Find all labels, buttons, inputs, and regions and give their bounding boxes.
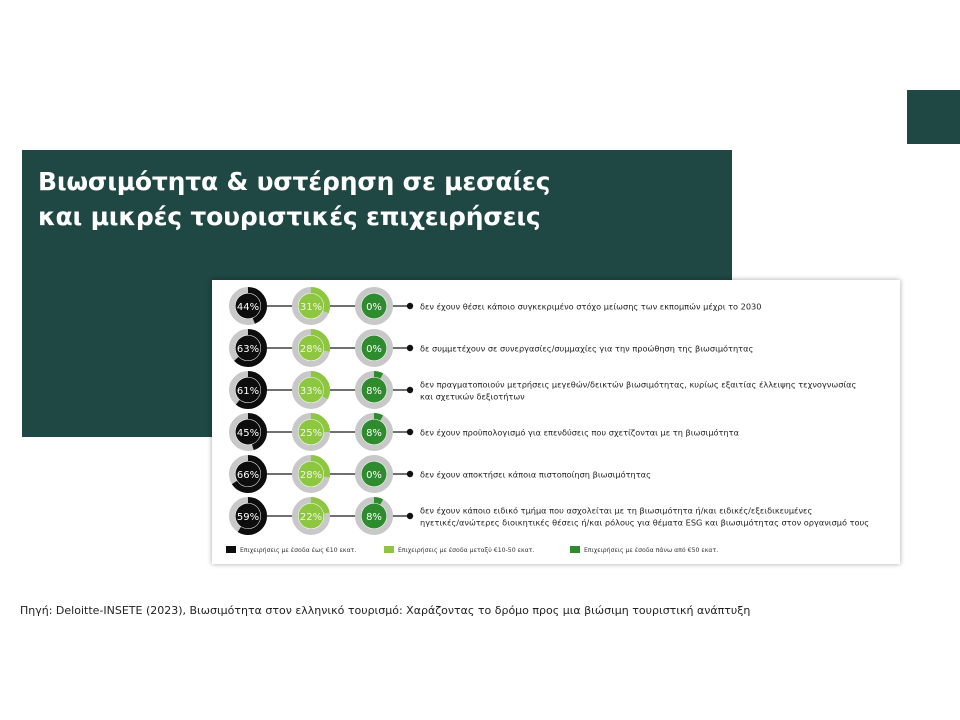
- legend-swatch: [570, 546, 580, 553]
- row-marker-dot: [407, 303, 413, 309]
- donut-data-label: 0%: [366, 344, 382, 355]
- title-line-1: Βιωσιμότητα & υστέρηση σε μεσαίες: [38, 167, 551, 196]
- row-marker-dot: [407, 471, 413, 477]
- corner-accent-block: [907, 90, 960, 144]
- donut-data-label: 8%: [366, 512, 382, 523]
- donut-data-label: 33%: [299, 386, 323, 397]
- donut-data-label: 28%: [299, 344, 323, 355]
- legend-entry: Επιχειρήσεις με έσοδα μεταξύ €10-50 εκατ.: [398, 547, 535, 554]
- source-note: Πηγή: Deloitte-INSETE (2023), Βιωσιμότητα στον ελληνικό τουρισμό: Χαράζοντας το δρόμο προς μια βιώσιμη τουριστική ανάπτυξη: [20, 604, 751, 617]
- donut-data-label: 61%: [236, 386, 260, 397]
- donut-matrix-chart: [212, 280, 900, 564]
- legend-swatch: [384, 546, 394, 553]
- row-description-text: δεν πραγματοποιούν μετρήσεις μεγεθών/δεικτών βιωσιμότητας, κυρίως εξαιτίας έλλειψης τεχνογνωσίας: [420, 379, 857, 390]
- donut-data-label: 44%: [236, 302, 260, 313]
- donut-data-label: 45%: [236, 428, 260, 439]
- donut-data-label: 0%: [366, 302, 382, 313]
- page-title: [38, 164, 550, 234]
- legend-entry: Επιχειρήσεις με έσοδα πάνω από €50 εκατ.: [584, 547, 719, 554]
- title-line-2: και μικρές τουριστικές επιχειρήσεις: [38, 202, 541, 231]
- donut-data-label: 8%: [366, 428, 382, 439]
- row-description-text: ηγετικές/ανώτερες διοικητικές θέσεις ή/και ρόλους για θέματα ESG και βιωσιμότητας στον οργανισμό τους: [420, 517, 870, 528]
- row-description-text: δεν έχουν προϋπολογισμό για επενδύσεις που σχετίζονται με τη βιωσιμότητα: [420, 427, 739, 438]
- legend-swatch: [226, 546, 236, 553]
- donut-data-label: 22%: [299, 512, 323, 523]
- row-marker-dot: [407, 345, 413, 351]
- row-description-text: δεν έχουν κάποιο ειδικό τμήμα που ασχολείται με τη βιωσιμότητα ή/και ειδικές/εξειδικευμένες: [420, 505, 813, 516]
- row-marker-dot: [407, 513, 413, 519]
- row-description-text: και σχετικών δεξιοτήτων: [420, 391, 525, 402]
- row-description-text: δεν έχουν αποκτήσει κάποια πιστοποίηση βιωσιμότητας: [420, 469, 651, 480]
- legend-entry: Επιχειρήσεις με έσοδα έως €10 εκατ.: [240, 547, 357, 554]
- donut-data-label: 66%: [236, 470, 260, 481]
- donut-data-label: 31%: [299, 302, 323, 313]
- donut-data-label: 8%: [366, 386, 382, 397]
- donut-data-label: 0%: [366, 470, 382, 481]
- row-description-text: δεν έχουν θέσει κάποιο συγκεκριμένο στόχο μείωσης των εκπομπών μέχρι το 2030: [420, 301, 762, 312]
- donut-data-label: 25%: [299, 428, 323, 439]
- row-description-text: δε συμμετέχουν σε συνεργασίες/συμμαχίες για την προώθηση της βιωσιμότητας: [420, 343, 754, 354]
- chart-card: [212, 280, 900, 564]
- row-marker-dot: [407, 387, 413, 393]
- row-marker-dot: [407, 429, 413, 435]
- donut-data-label: 59%: [236, 512, 260, 523]
- donut-data-label: 28%: [299, 470, 323, 481]
- donut-data-label: 63%: [236, 344, 260, 355]
